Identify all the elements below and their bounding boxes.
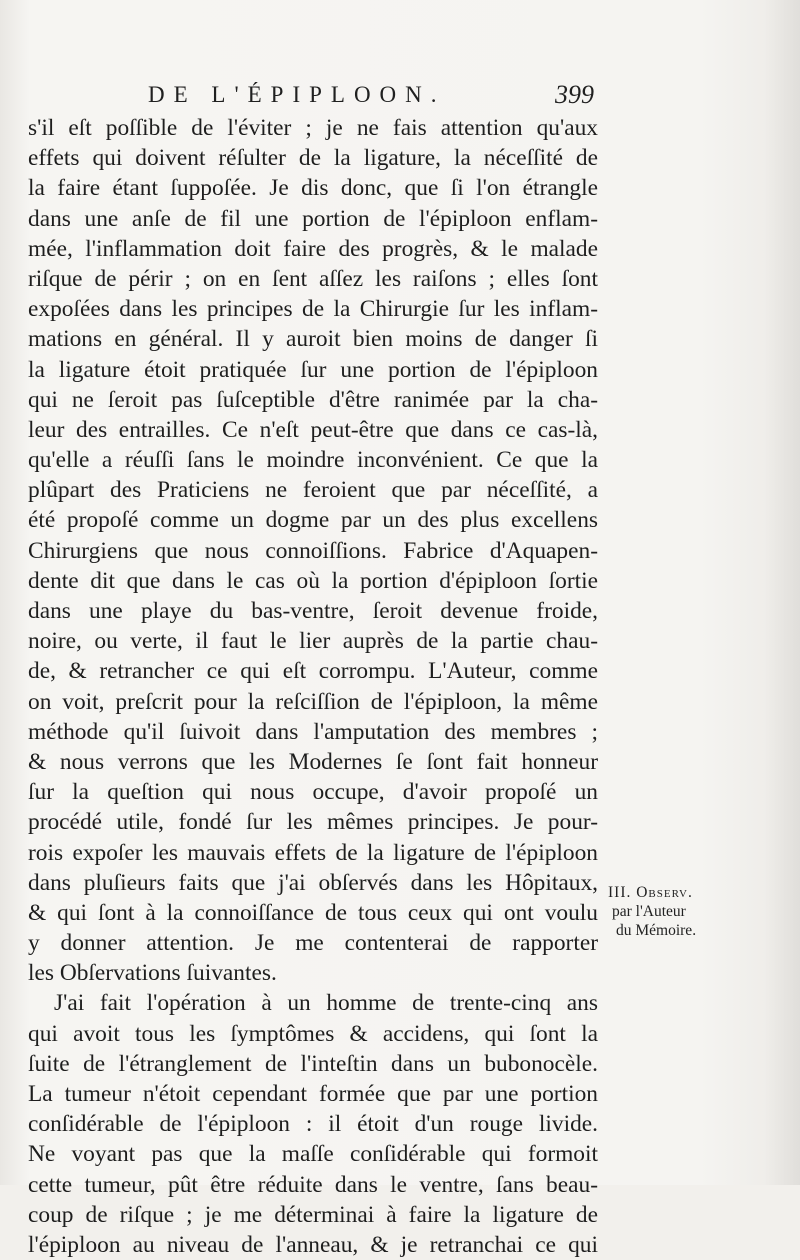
text-line: qui avoit tous les ſymptômes & accidens, qui ſont la — [28, 1020, 598, 1047]
text-line: les Obſervations ſuivantes. — [28, 960, 277, 987]
text-line: qu'elle a réuſſi ſans le moindre inconvénient. Ce que la — [28, 447, 598, 474]
text-line: on voit, preſcrit pour la reſciſſion de l'épiploon, la même — [28, 688, 598, 715]
text-line: effets qui doivent réſulter de la ligature, la néceſſité de — [28, 145, 598, 172]
page-header — [148, 82, 598, 112]
text-line: l'épiploon au niveau de l'anneau, & je retranchai ce qui — [28, 1231, 598, 1258]
running-title: DE L'ÉPIPLOON. — [148, 82, 446, 107]
page-number: 399 — [555, 80, 594, 109]
text-line: la faire étant ſuppoſée. Je dis donc, que ſi l'on étrangle — [28, 175, 598, 202]
text-line: mée, l'inflammation doit faire des progrès, & le malade — [28, 235, 598, 262]
text-line: riſque de périr ; on en ſent aſſez les raiſons ; elles ſont — [28, 265, 598, 292]
text-line: coup de riſque ; je me déterminai à faire la ligature de — [28, 1201, 598, 1228]
text-line: ſur la queſtion qui nous occupe, d'avoir propoſé un — [28, 779, 598, 806]
text-line: rois expoſer les mauvais effets de la ligature de l'épiploon — [28, 839, 598, 866]
text-line: conſidérable de l'épiploon : il étoit d'un rouge livide. — [28, 1111, 598, 1138]
margin-note-line: III. Observ. — [608, 884, 693, 901]
text-line: Ne voyant pas que la maſſe conſidérable qui formoit — [28, 1141, 598, 1168]
text-line: & nous verrons que les Modernes ſe ſont fait honneur — [28, 748, 598, 775]
margin-note-line: par l'Auteur — [612, 903, 686, 920]
text-line: leur des entrailles. Ce n'eſt peut-être que dans ce cas-là, — [28, 416, 598, 443]
text-line: La tumeur n'étoit cependant formée que par une portion — [28, 1081, 598, 1107]
text-line: été propoſé comme un dogme par un des plus excellens — [28, 507, 598, 534]
text-line: dente dit que dans le cas où la portion d'épiploon ſortie — [28, 567, 598, 594]
text-line: & qui ſont à la connoiſſance de tous ceux qui ont voulu — [28, 899, 598, 926]
text-line: la ligature étoit pratiquée ſur une portion de l'épiploon — [28, 356, 598, 383]
text-line: méthode qu'il ſuivoit dans l'amputation des membres ; — [28, 718, 598, 745]
text-line: s'il eſt poſſible de l'éviter ; je ne fais attention qu'aux — [28, 115, 598, 141]
text-line: cette tumeur, pût être réduite dans le ventre, ſans beau- — [28, 1171, 598, 1198]
text-line: dans une anſe de fil une portion de l'épiploon enflam- — [28, 205, 598, 232]
text-line: y donner attention. Je me contenterai de rapporter — [28, 930, 598, 957]
text-line: ſuite de l'étranglement de l'inteſtin dans un bubonocèle. — [28, 1050, 598, 1077]
margin-note-line: du Mémoire. — [616, 922, 697, 939]
text-line: qui ne ſeroit pas ſuſceptible d'être ranimée par la cha- — [28, 386, 598, 413]
text-line: expoſées dans les principes de la Chirurgie ſur les inflam- — [28, 296, 598, 323]
text-line: dans une playe du bas-ventre, ſeroit devenue froide, — [28, 598, 598, 624]
text-line: noire, ou verte, il faut le lier auprès de la partie chau- — [28, 628, 598, 655]
text-line: J'ai fait l'opération à un homme de trente-cinq ans — [54, 990, 598, 1017]
body-text — [28, 113, 598, 1260]
text-line: procédé utile, fondé ſur les mêmes principes. Je pour- — [28, 809, 598, 836]
text-line: de, & retrancher ce qui eſt corrompu. L'Auteur, comme — [28, 658, 598, 685]
margin-note — [608, 883, 718, 940]
text-line: Chirurgiens que nous connoiſſions. Fabrice d'Aquapen- — [28, 537, 598, 564]
text-line: mations en général. Il y auroit bien moins de danger ſi — [28, 326, 598, 353]
page-edge-shadow — [764, 0, 800, 1185]
text-line: dans pluſieurs faits que j'ai obſervés dans les Hôpitaux, — [28, 869, 598, 896]
text-line: plûpart des Praticiens ne feroient que par néceſſité, a — [28, 477, 598, 504]
